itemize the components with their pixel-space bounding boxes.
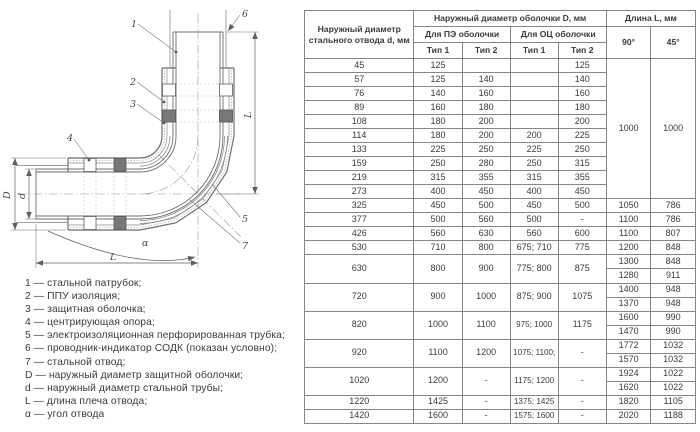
table-cell: 200 — [462, 129, 510, 143]
table-cell — [462, 59, 510, 73]
callout-1: 1 — [131, 19, 138, 30]
table-cell — [510, 101, 558, 115]
dim-L-bottom-label: L — [110, 252, 117, 263]
table-header-cell: Для ОЦ оболочки — [510, 27, 606, 43]
table-row — [305, 227, 696, 241]
table-cell: 1022 — [651, 367, 696, 381]
callout-2: 2 — [130, 77, 137, 88]
table-cell: 89 — [305, 101, 414, 115]
table-cell: 1032 — [651, 353, 696, 367]
table-cell: 1100 — [414, 339, 462, 367]
table-cell: - — [558, 213, 606, 227]
table-cell: 911 — [651, 269, 696, 283]
table-cell: 1075; 1100; — [510, 339, 558, 367]
table-cell: 250 — [510, 157, 558, 171]
table-cell: 560 — [510, 227, 558, 241]
table-row — [305, 409, 696, 423]
table-cell: 1420 — [305, 409, 414, 423]
table-row — [305, 367, 696, 381]
table-cell: 600 — [558, 227, 606, 241]
table-header-cell: Тип 2 — [462, 43, 510, 59]
table-cell: 900 — [414, 283, 462, 311]
table-cell: 1200 — [462, 339, 510, 367]
table-cell: 800 — [462, 241, 510, 255]
table-cell: 848 — [651, 255, 696, 269]
legend-item: 1 — стальной патрубок; — [25, 278, 142, 289]
table-cell: 990 — [651, 311, 696, 325]
table-cell: - — [462, 409, 510, 423]
table-cell: 786 — [651, 213, 696, 227]
table-cell: 159 — [305, 157, 414, 171]
table-cell: 560 — [414, 227, 462, 241]
table-cell: 355 — [462, 171, 510, 185]
table-cell: 630 — [462, 227, 510, 241]
table-cell: - — [558, 409, 606, 423]
table-cell: 990 — [651, 325, 696, 339]
table-cell: 219 — [305, 171, 414, 185]
table-cell: 720 — [305, 283, 414, 311]
table-cell: 125 — [558, 59, 606, 73]
table-cell: 250 — [558, 143, 606, 157]
table-cell: 200 — [558, 115, 606, 129]
table-cell: 775 — [558, 241, 606, 255]
table-cell: 250 — [414, 157, 462, 171]
table-cell: 800 — [414, 255, 462, 283]
table-cell: 1000 — [606, 59, 651, 199]
table-cell: 180 — [558, 101, 606, 115]
table-cell: 180 — [462, 101, 510, 115]
centering-supports — [84, 84, 233, 230]
table-row — [305, 213, 696, 227]
table-header-cell: Тип 1 — [510, 43, 558, 59]
table-cell: - — [558, 339, 606, 367]
table-cell: 140 — [558, 73, 606, 87]
table-cell: 875 — [558, 255, 606, 283]
table-cell: 1200 — [414, 367, 462, 395]
table-cell: 1220 — [305, 395, 414, 409]
table-cell: 920 — [305, 339, 414, 367]
table-cell: 180 — [414, 115, 462, 129]
table-cell: 1375; 1425 — [510, 395, 558, 409]
table-cell: - — [558, 367, 606, 395]
table-cell: - — [558, 395, 606, 409]
table-cell: 250 — [462, 143, 510, 157]
table-row — [305, 199, 696, 213]
table-cell: 1400 — [606, 283, 651, 297]
dim-d-label: d — [17, 192, 28, 199]
dimension-angle — [48, 231, 195, 261]
table-cell: 114 — [305, 129, 414, 143]
legend-item: 3 — защитная оболочка; — [25, 304, 146, 316]
table-cell: 1075 — [558, 283, 606, 311]
legend-item: 5 — электроизоляционная перфорированная трубка; — [25, 330, 285, 342]
table-cell: 1772 — [606, 339, 651, 353]
legend-item: 7 — стальной отвод; — [25, 356, 126, 368]
table-header-cell: 45° — [651, 27, 696, 59]
table-cell: 500 — [414, 213, 462, 227]
table-cell: 325 — [305, 199, 414, 213]
legend-item: 4 — центрирующая опора; — [25, 317, 155, 329]
table-cell: 140 — [414, 87, 462, 101]
table-cell: 1575; 1600 — [510, 409, 558, 423]
table-cell: 450 — [510, 199, 558, 213]
table-cell: 1425 — [414, 395, 462, 409]
table-cell: 400 — [510, 185, 558, 199]
callout-5: 5 — [242, 214, 249, 225]
legend-item: L — длина плеча отвода; — [25, 395, 148, 407]
table-cell: 2020 — [606, 409, 651, 423]
table-cell: 1570 — [606, 353, 651, 367]
table-cell: 1600 — [414, 409, 462, 423]
table-cell: 355 — [558, 171, 606, 185]
table-cell: 1280 — [606, 269, 651, 283]
table-cell: 400 — [414, 185, 462, 199]
table-cell: 530 — [305, 241, 414, 255]
table-cell: - — [462, 395, 510, 409]
table-cell: 1100 — [606, 227, 651, 241]
table-row — [305, 339, 696, 353]
table-cell: 1600 — [606, 311, 651, 325]
table-cell: 1105 — [651, 395, 696, 409]
table-cell: 225 — [558, 129, 606, 143]
dim-L-right-label: L — [243, 111, 254, 118]
table-row — [305, 395, 696, 409]
table-cell: 133 — [305, 143, 414, 157]
table-header-cell: Тип 1 — [414, 43, 462, 59]
table-cell: 560 — [462, 213, 510, 227]
dim-alpha-label: α — [142, 238, 149, 249]
legend-item: 6 — проводник-индикатор СОДК (показан условно); — [25, 343, 278, 355]
table-cell: 450 — [414, 199, 462, 213]
table-cell: 200 — [510, 129, 558, 143]
table-cell: 76 — [305, 87, 414, 101]
callout-4: 4 — [67, 133, 74, 144]
dimension-L-bottom — [36, 224, 198, 268]
dim-D-label: D — [2, 191, 13, 199]
table-cell: 1175 — [558, 311, 606, 339]
table-cell: 125 — [414, 59, 462, 73]
table-cell: 500 — [510, 213, 558, 227]
table-cell: 1188 — [651, 409, 696, 423]
elbow-drawing — [0, 0, 304, 275]
table-cell: 900 — [462, 255, 510, 283]
table-cell: 630 — [305, 255, 414, 283]
callout-7: 7 — [242, 241, 249, 252]
table-cell: 57 — [305, 73, 414, 87]
table-header-cell: Тип 2 — [558, 43, 606, 59]
table-cell: 1020 — [305, 367, 414, 395]
dimensions-table — [304, 10, 696, 424]
table-cell: 1000 — [462, 283, 510, 311]
table-cell: 140 — [462, 73, 510, 87]
table-row — [305, 255, 696, 269]
legend-item: D — наружный диаметр защитной оболочки; — [25, 369, 244, 381]
table-cell: 786 — [651, 199, 696, 213]
table-header-cell: 90° — [606, 27, 651, 59]
dimension-d — [17, 169, 36, 219]
callout-6: 6 — [242, 9, 249, 20]
table-row — [305, 283, 696, 297]
table-cell: 125 — [414, 73, 462, 87]
table-cell: 775; 800 — [510, 255, 558, 283]
table-cell: 1100 — [606, 213, 651, 227]
table-cell — [510, 115, 558, 129]
table-cell: 820 — [305, 311, 414, 339]
table-row — [305, 59, 696, 73]
table-cell: 1620 — [606, 381, 651, 395]
table-cell: 225 — [414, 143, 462, 157]
table-cell — [510, 59, 558, 73]
table-cell: 450 — [558, 185, 606, 199]
table-cell: 500 — [558, 199, 606, 213]
legend-item: d — наружный диаметр стальной трубы; — [25, 382, 224, 394]
table-cell — [510, 73, 558, 87]
table-header-cell: Для ПЭ оболочки — [414, 27, 510, 43]
table-cell: 273 — [305, 185, 414, 199]
table-cell: 160 — [414, 101, 462, 115]
table-row — [305, 311, 696, 325]
table-cell: 426 — [305, 227, 414, 241]
table-cell — [510, 87, 558, 101]
table-cell: 875; 900 — [510, 283, 558, 311]
table-header-cell: Длина L, мм — [606, 11, 695, 27]
table-cell: 848 — [651, 241, 696, 255]
table-cell: 675; 710 — [510, 241, 558, 255]
table-cell: 180 — [414, 129, 462, 143]
table-cell: 1032 — [651, 339, 696, 353]
table-cell: 225 — [510, 143, 558, 157]
table-cell: 948 — [651, 283, 696, 297]
table-cell: - — [462, 367, 510, 395]
table-cell: 1050 — [606, 199, 651, 213]
table-cell: 200 — [462, 115, 510, 129]
table-cell: 1000 — [414, 311, 462, 339]
table-cell: 975; 1000 — [510, 311, 558, 339]
table-cell: 315 — [414, 171, 462, 185]
table-cell: 45 — [305, 59, 414, 73]
table-cell: 160 — [558, 87, 606, 101]
table-cell: 1200 — [606, 241, 651, 255]
table-row — [305, 241, 696, 255]
table-cell: 377 — [305, 213, 414, 227]
table-cell: 315 — [558, 157, 606, 171]
legend-item: 2 — ППУ изоляция; — [25, 291, 121, 303]
table-header-cell: Наружный диаметр оболочки D, мм — [414, 11, 606, 27]
table-cell: 500 — [462, 199, 510, 213]
table-cell: 807 — [651, 227, 696, 241]
table-cell: 108 — [305, 115, 414, 129]
table-cell: 280 — [462, 157, 510, 171]
table-cell: 1924 — [606, 367, 651, 381]
table-cell: 710 — [414, 241, 462, 255]
table-cell: 315 — [510, 171, 558, 185]
table-cell: 1100 — [462, 311, 510, 339]
table-cell: 450 — [462, 185, 510, 199]
table-cell: 160 — [462, 87, 510, 101]
legend — [25, 277, 305, 421]
table-header-cell: Наружный диаметр стального отвода d, мм — [305, 11, 414, 59]
table-cell: 1370 — [606, 297, 651, 311]
table-cell: 1175; 1200 — [510, 367, 558, 395]
callout-3: 3 — [130, 99, 137, 110]
table-cell: 1820 — [606, 395, 651, 409]
table-cell: 948 — [651, 297, 696, 311]
table-cell: 1022 — [651, 381, 696, 395]
table-cell: 1300 — [606, 255, 651, 269]
dimensions-table-area — [304, 10, 696, 424]
legend-item: α — угол отвода — [25, 408, 105, 420]
table-cell: 1470 — [606, 325, 651, 339]
table-cell: 1000 — [651, 59, 696, 199]
